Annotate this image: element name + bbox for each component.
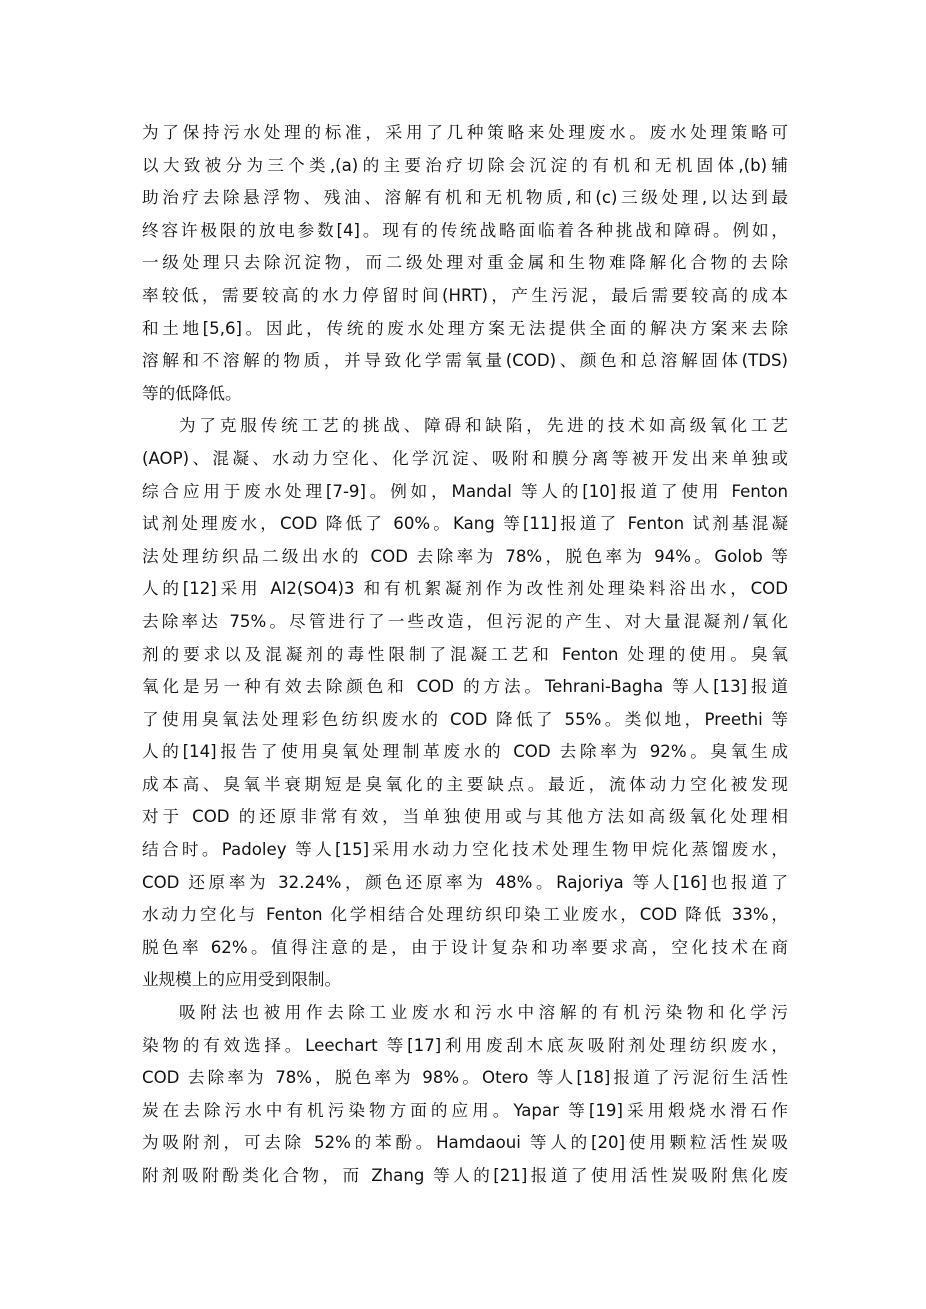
text-line: 溶解和不溶解的物质，并导致化学需氧量(COD)、颜色和总溶解固体(TDS)	[142, 351, 788, 371]
text-line: 为了克服传统工艺的挑战、障碍和缺陷，先进的技术如高级氧化工艺	[179, 416, 788, 436]
text-line: 染物的有效选择。Leechart 等[17]利用废刮木底灰吸附剂处理纺织废水，	[142, 1035, 788, 1055]
text-line: 法处理纺织品二级出水的 COD 去除率为 78%，脱色率为 94%。Golob 等	[142, 546, 788, 566]
text-line: 综合应用于废水处理[7-9]。例如，Mandal 等人的[10]报道了使用 Fenton	[142, 481, 788, 501]
text-line: 水动力空化与 Fenton 化学相结合处理纺织印染工业废水，COD 降低 33%，	[142, 905, 788, 925]
text-line: 附剂吸附酚类化合物，而 Zhang 等人的[21]报道了使用活性炭吸附焦化废	[142, 1166, 788, 1185]
text-line: (AOP)、混凝、水动力空化、化学沉淀、吸附和膜分离等被开发出来单独或	[142, 448, 788, 468]
text-line: 炭在去除污水中有机污染物方面的应用。Yapar 等[19]采用煅烧水滑石作	[142, 1100, 788, 1120]
text-line: 为吸附剂，可去除 52%的苯酚。Hamdaoui 等人的[20]使用颗粒活性炭吸	[142, 1133, 788, 1153]
text-line: 剂的要求以及混凝剂的毒性限制了混凝工艺和 Fenton 处理的使用。臭氧	[142, 644, 788, 664]
text-line: 脱色率 62%。值得注意的是，由于设计复杂和功率要求高，空化技术在商	[142, 937, 788, 957]
text-line: 吸附法也被用作去除工业废水和污水中溶解的有机污染物和化学污	[179, 1003, 788, 1023]
text-line: 人的[14]报告了使用臭氧处理制革废水的 COD 去除率为 92%。臭氧生成	[142, 742, 788, 762]
text-line: 等的低降低。	[142, 383, 242, 403]
paragraph-adsorption	[142, 997, 788, 1193]
text-line: 试剂处理废水，COD 降低了 60%。Kang 等[11]报道了 Fenton 试剂基混凝	[142, 514, 788, 534]
paragraph-wastewater-strategies	[142, 117, 788, 410]
text-line: 和土地[5,6]。因此，传统的废水处理方案无法提供全面的解决方案来去除	[142, 318, 788, 338]
text-line: COD 还原率为 32.24%，颜色还原率为 48%。Rajoriya 等人[16]也报道了	[142, 872, 788, 892]
text-line: COD 去除率为 78%，脱色率为 98%。Otero 等人[18]报道了污泥衍生活性	[142, 1068, 788, 1088]
text-line: 结合时。Padoley 等人[15]采用水动力空化技术处理生物甲烷化蒸馏废水，	[142, 840, 788, 860]
text-line: 对于 COD 的还原非常有效，当单独使用或与其他方法如高级氧化处理相	[142, 807, 788, 827]
text-line: 率较低，需要较高的水力停留时间(HRT)，产生污泥，最后需要较高的成本	[142, 285, 788, 305]
text-line: 以大致被分为三个类,(a)的主要治疗切除会沉淀的有机和无机固体,(b)辅	[142, 155, 788, 175]
text-line: 去除率达 75%。尽管进行了一些改造，但污泥的产生、对大量混凝剂/氧化	[142, 611, 788, 631]
text-line: 成本高、臭氧半衰期短是臭氧化的主要缺点。最近，流体动力空化被发现	[142, 774, 788, 794]
text-line: 为了保持污水处理的标准，采用了几种策略来处理废水。废水处理策略可	[142, 123, 788, 142]
text-line: 终容许极限的放电参数[4]。现有的传统战略面临着各种挑战和障碍。例如，	[142, 220, 788, 240]
text-line: 人的[12]采用 Al2(SO4)3 和有机絮凝剂作为改性剂处理染料浴出水，COD	[142, 579, 788, 599]
body-text	[142, 117, 788, 1193]
text-line: 助治疗去除悬浮物、残油、溶解有机和无机物质,和(c)三级处理,以达到最	[142, 188, 788, 208]
text-line: 一级处理只去除沉淀物，而二级处理对重金属和生物难降解化合物的去除	[142, 253, 788, 273]
paragraph-advanced-technologies	[142, 410, 788, 997]
text-line: 了使用臭氧法处理彩色纺织废水的 COD 降低了 55%。类似地，Preethi 等	[142, 709, 788, 729]
text-line: 业规模上的应用受到限制。	[142, 970, 342, 990]
text-line: 氧化是另一种有效去除颜色和 COD 的方法。Tehrani-Bagha 等人[13]报道	[142, 677, 788, 697]
